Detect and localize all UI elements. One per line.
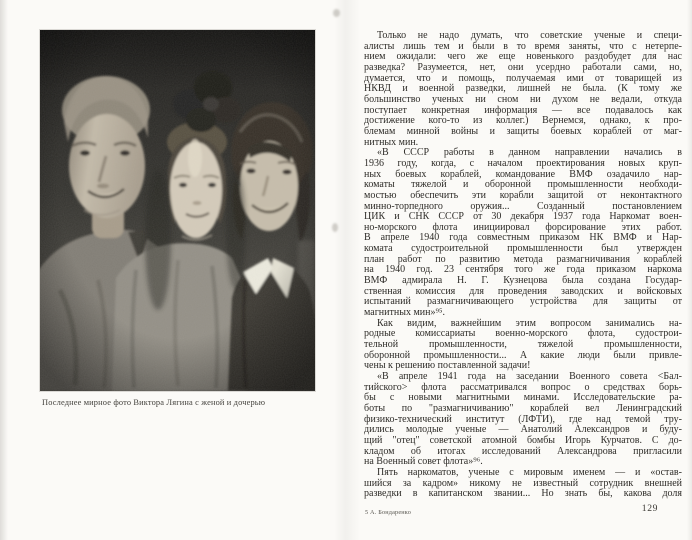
text-line: шийся за кадром» никому не известный сотрудник внешней (364, 477, 682, 489)
text-line: комата судостроительной промышленности был утвержден (364, 243, 682, 255)
text-column (364, 31, 682, 500)
paragraph (364, 31, 682, 148)
scan-artifact (333, 9, 340, 17)
page-number: 129 (641, 503, 658, 514)
text-line: думается, что и помощь, получаемая ими от товарищей из (364, 72, 682, 84)
paragraph (364, 372, 682, 468)
text-line: ных боевых кораблей, командование ВМФ озадачило нар- (364, 168, 682, 180)
text-line: минно-торпедного оружия... Созданный постановлением (364, 200, 682, 212)
text-line: ВМФ адмирала Н. Г. Кузнецова была создана Государ- (364, 275, 682, 287)
text-line: НКВД и военной разведки, лишней не была. (К тому же (364, 83, 682, 95)
text-line: бы с новыми магнитными минами. Исследовательские ра- (364, 392, 682, 404)
text-line: на 1940 год. 23 сентября того же года приказом наркома (364, 264, 682, 276)
text-line: ЦИК и СНК СССР от 30 декабря 1937 года Наркомат воен- (364, 211, 682, 223)
text-line: коматы тяжелой и оборонной промышленности необходи- (364, 179, 682, 191)
paragraph (364, 319, 682, 372)
text-line: достижение кого-то из коллег.) Вернемся, однако, к про- (364, 115, 682, 127)
text-line: большинство ученых ни сном ни духом не ведали, откуда (364, 93, 682, 105)
text-line: боты по "размагничиванию" кораблей вел Ленинградский (364, 402, 682, 414)
paragraph (364, 468, 682, 500)
text-line: Пять наркоматов, ученые с мировым именем — и «остав- (377, 466, 682, 478)
family-photo (40, 30, 315, 391)
text-line: В апреле 1940 года совместным приказом НК ВМФ и Нар- (364, 232, 682, 244)
signature-mark: 5 А. Бондаренко (365, 509, 411, 516)
text-line: нием ожидали: чего же еще новенького раздобудет для нас (364, 51, 682, 63)
text-line: «В апреле 1941 года на заседании Военного совета <Бал- (377, 371, 682, 382)
text-line: разведки в капитанском звании... Но знать бы, какова доля (364, 488, 682, 500)
scan-edge-shadow-left (0, 0, 8, 540)
text-line: поступает конкретная информация — все подавалось как (364, 104, 682, 116)
text-line: магнитных мин»⁹⁵. (364, 307, 445, 319)
photo-caption: Последнее мирное фото Виктора Лягина с женой и дочерью (42, 398, 266, 407)
text-line: испытаний размагничивающего устройства для защиты от (364, 296, 682, 308)
text-line: родные комиссариаты военно-морского флота, судострои- (364, 328, 682, 340)
text-line: 1936 году, когда, с началом проектирования новых круп- (364, 157, 682, 169)
text-line: «В СССР работы в данном направлении начались в (377, 147, 682, 159)
scan-edge-shadow-right (687, 0, 692, 540)
text-line: тийского> флота рассматривался вопрос о средствах борь- (364, 381, 682, 393)
text-line: план работ по развитию метода размагничивания кораблей (364, 253, 682, 265)
scan-artifact (332, 223, 338, 232)
paragraph (364, 148, 682, 319)
text-line: нитных мин. (364, 136, 419, 148)
text-line: оборонной промышленности... А какие люди были привле- (364, 349, 682, 361)
text-line: щий "отец" советской атомной бомбы Игорь Курчатов. С до- (364, 434, 682, 446)
text-line: физико-технический институт (ЛФТИ), где над темой тру- (364, 413, 682, 425)
text-line: блемам минной войны и защиты боевых кораблей от маг- (364, 125, 682, 137)
text-line: на Военный совет флота»⁹⁶. (364, 456, 483, 468)
text-line: мостью обеспечить эти корабли защитой от неконтактного (364, 189, 682, 201)
text-line: Как видим, важнейшим этим вопросом занимались на- (377, 317, 682, 329)
text-line: дились молодые ученые — Анатолий Александров и буду- (364, 424, 682, 436)
text-line: но-морского флота инициировал форсирование этих работ. (364, 221, 682, 233)
text-line: кладом об итогах исследований Александрова пригласили (364, 445, 682, 457)
page-gutter (334, 0, 360, 540)
text-line: тельной промышленности, тяжелой промышленности, (364, 339, 682, 351)
text-line: чены к решению поставленной задачи! (364, 360, 531, 372)
text-line: алисты лишь тем и были в то время заняты, что с нетерпе- (364, 40, 682, 52)
family-photo-illustration (40, 30, 315, 391)
text-line: разведка? Разумеется, нет, они усердно работали сами, но, (364, 61, 682, 73)
text-line: Только не надо думать, что советские ученые и специ- (377, 30, 682, 41)
text-line: ственная комиссия для проведения заводских и войсковых (364, 285, 682, 297)
